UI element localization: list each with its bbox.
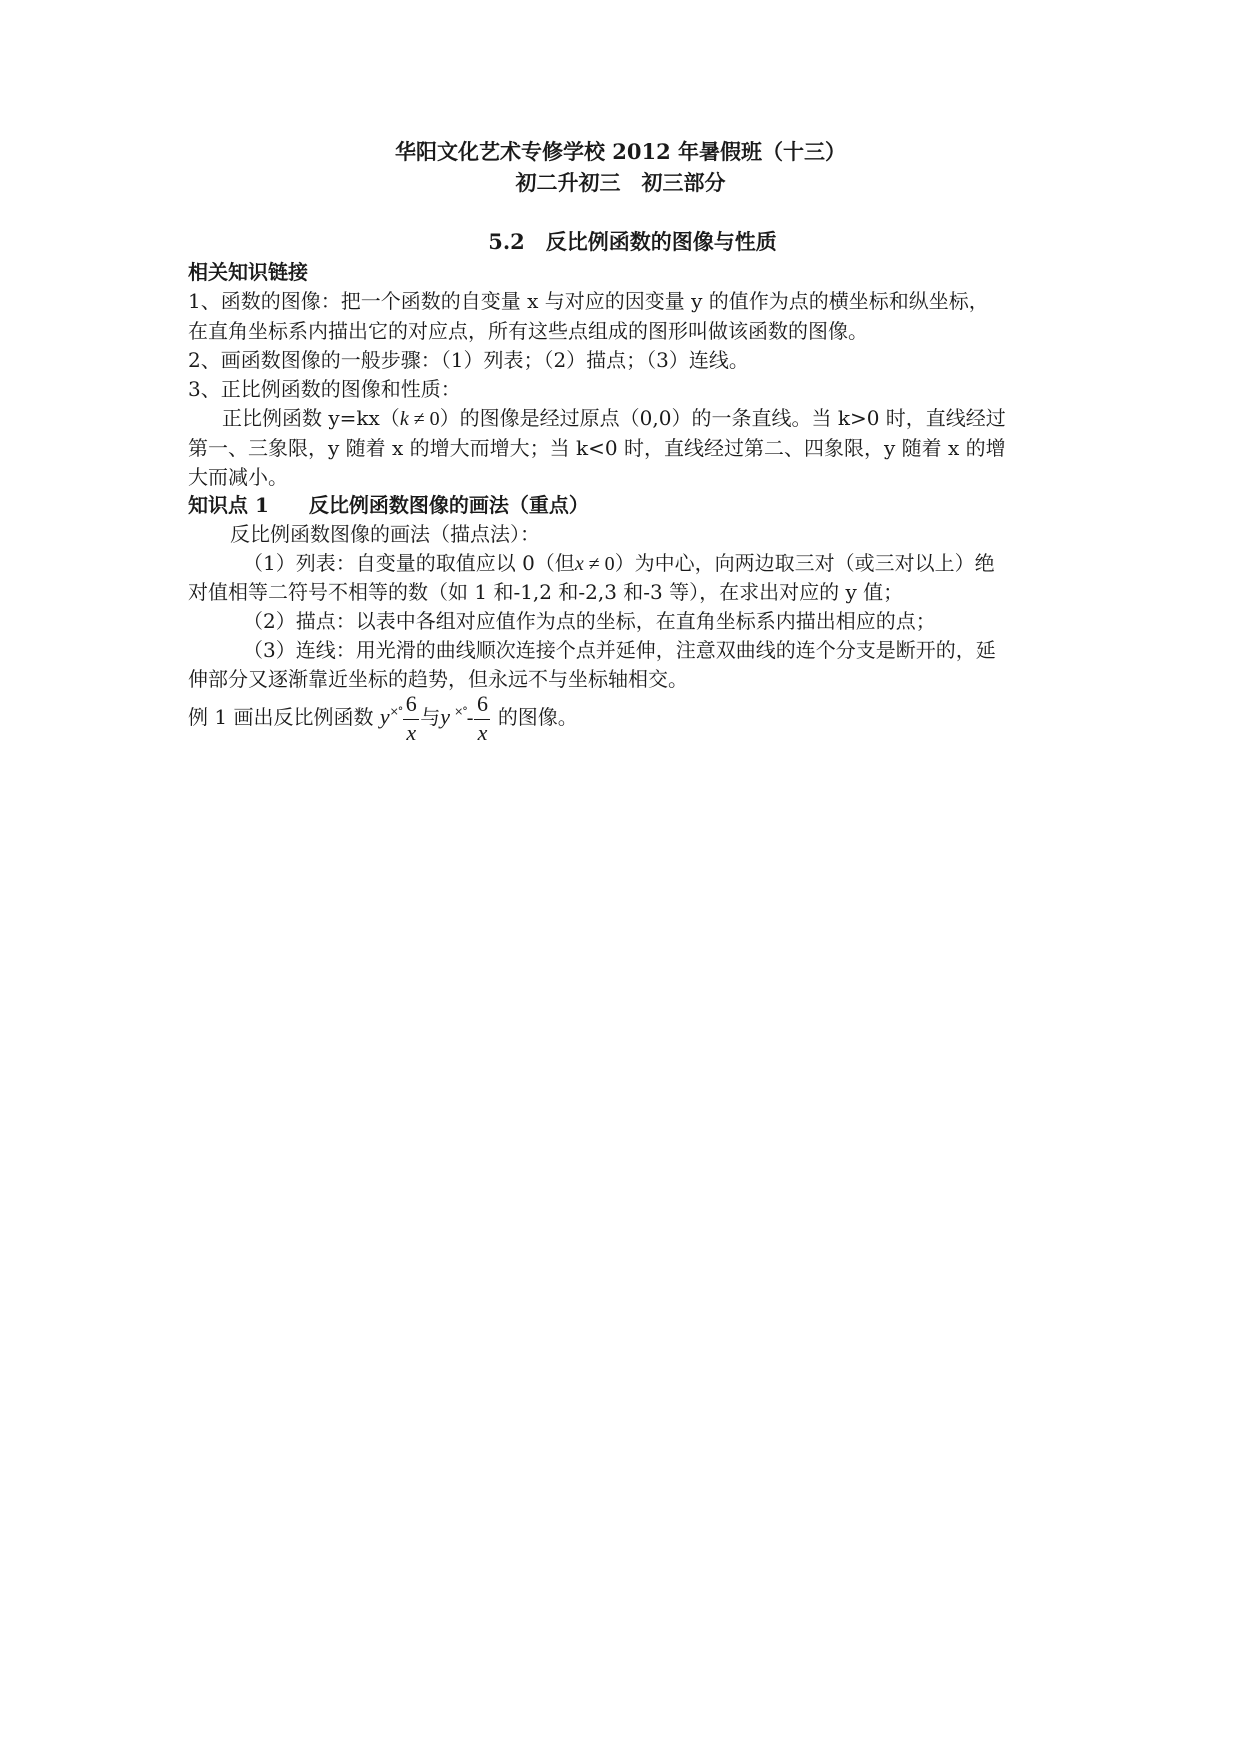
related-heading: 相关知识链接 xyxy=(188,260,308,284)
related-item3-line2: 第一、三象限，y 随着 x 的增大而增大；当 k<0 时，直线经过第二、四象限，y 随着 x 的增 xyxy=(188,436,1006,460)
knowledge1-step1-line2: 对值相等二符号不相等的数（如 1 和-1,2 和-2,3 和-3 等），在求出对应的 y 值； xyxy=(188,580,904,604)
math-neq-zero: ≠ 0 xyxy=(408,408,440,430)
item3-text-a: 正比例函数 y=kx（ xyxy=(222,406,400,430)
example1-and: 与 xyxy=(420,705,441,729)
related-item1-line2: 在直角坐标系内描出它的对应点，所有这些点组成的图形叫做该函数的图像。 xyxy=(188,319,868,343)
example1-tail: 的图像。 xyxy=(497,705,578,729)
fraction-6-over-x-1 xyxy=(402,692,420,746)
fraction-1-numerator: 6 xyxy=(405,690,417,716)
knowledge1-intro: 反比例函数图像的画法（描点法）： xyxy=(230,522,540,546)
fraction-2-denominator: x xyxy=(477,719,488,745)
example1-y1: y xyxy=(379,704,390,729)
related-item3-paragraph xyxy=(222,402,1006,431)
section-title: 5.2 反比例函数的图像与性质 xyxy=(488,229,777,254)
knowledge1-step2: （2）描点：以表中各组对应值作为点的坐标，在直角坐标系内描出相应的点； xyxy=(243,609,936,633)
step1-text-a: （1）列表：自变量的取值应以 0（但 xyxy=(243,551,575,575)
knowledge1-step1-line1 xyxy=(243,547,995,576)
example1-eq-glyph-1: ×° xyxy=(389,705,403,718)
related-item3: 3、正比例函数的图像和性质： xyxy=(188,377,461,401)
knowledge1-step3-line1: （3）连线：用光滑的曲线顺次连接个点并延伸，注意双曲线的连个分支是断开的，延 xyxy=(243,638,996,662)
fraction-1-denominator: x xyxy=(406,719,417,745)
fraction-6-over-x-2 xyxy=(473,692,491,746)
related-item3-line3: 大而减小。 xyxy=(188,465,288,489)
math-k: k xyxy=(399,408,409,430)
step1-text-b: ）为中心，向两边取三对（或三对以上）绝 xyxy=(614,551,995,575)
related-item2: 2、画函数图像的一般步骤：（1）列表；（2）描点；（3）连线。 xyxy=(188,348,749,372)
example1-eq-glyph-2: ×° xyxy=(454,705,467,718)
example1-label: 例 1 画出反比例函数 xyxy=(188,705,374,729)
fraction-2-numerator: 6 xyxy=(476,690,488,716)
example1-y2: y xyxy=(440,704,451,729)
math-x: x xyxy=(574,553,584,575)
related-item1-line1: 1、函数的图像：把一个函数的自变量 x 与对应的因变量 y 的值作为点的横坐标和纵坐标， xyxy=(188,289,989,313)
knowledge1-heading: 知识点 1 反比例函数图像的画法（重点） xyxy=(188,493,589,517)
math-x-neq-zero: ≠ 0 xyxy=(583,553,615,575)
doc-title: 华阳文化艺术专修学校 2012 年暑假班（十三） xyxy=(394,139,847,164)
example1-line xyxy=(188,690,578,750)
knowledge1-step3-line2: 伸部分又逐渐靠近坐标的趋势，但永远不与坐标轴相交。 xyxy=(188,667,688,691)
doc-subtitle: 初二升初三 初三部分 xyxy=(515,170,726,195)
item3-text-b: ）的图像是经过原点（0,0）的一条直线。当 k>0 时，直线经过 xyxy=(439,406,1006,430)
example1-minus: - xyxy=(466,707,474,729)
